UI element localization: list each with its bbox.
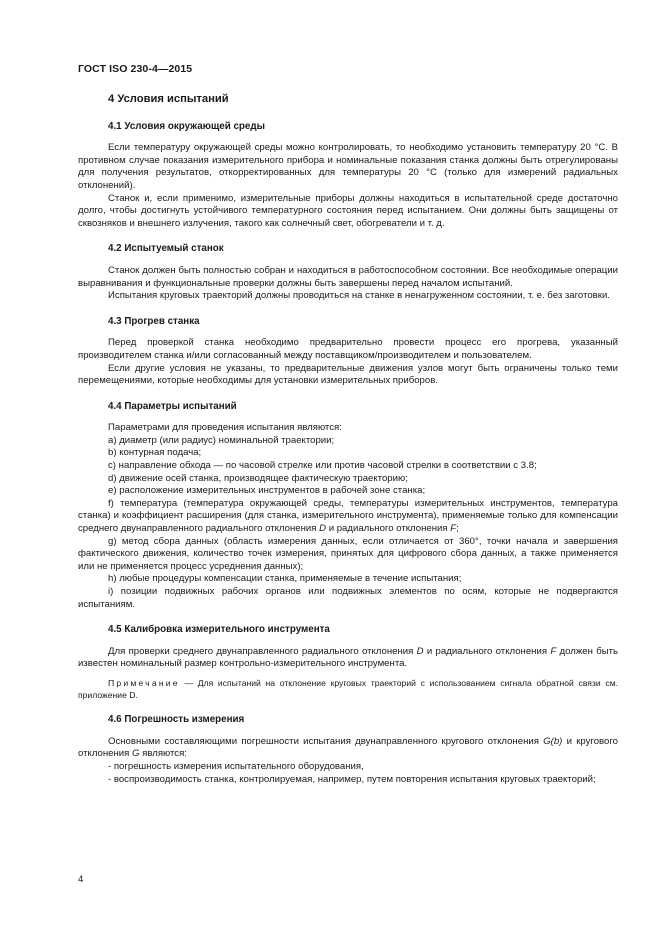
subsection-title: 4.6 Погрешность измерения <box>108 714 245 726</box>
paragraph: Перед проверкой станка необходимо предварительно провести процесс его прогрева, указанный производителем станка и/или согласованный между поставщиком/производителем и пользователем. <box>78 337 618 361</box>
paragraph-text: и радиального отклонения <box>423 645 551 657</box>
symbol-d: D <box>416 645 424 657</box>
list-text: и радиального отклонения <box>326 523 451 535</box>
paragraph: Станок должен быть полностью собран и находиться в работоспособном состоянии. Все необходимые операции выравнивания и функциональные проверки должны быть завершены перед началом испытаний. <box>78 264 618 289</box>
subsection-title: 4.4 Параметры испытаний <box>108 400 237 412</box>
paragraph <box>78 736 618 761</box>
section-4-5 <box>78 624 618 701</box>
page-number: 4 <box>78 874 84 885</box>
section-4-3 <box>78 316 618 388</box>
subsection-title: 4.5 Калибровка измерительного инструмента <box>108 624 330 636</box>
list-item: a) диаметр (или радиус) номинальной траектории; <box>108 434 335 446</box>
section-4-1 <box>78 121 618 231</box>
list-item: d) движение осей станка, производящее фактическую траекторию; <box>108 472 408 484</box>
symbol-g: G <box>132 748 140 760</box>
paragraph: Станок и, если применимо, измерительные приборы должны находиться в испытательной среде достаточно долго, чтобы достигнуть устойчивого температурного состояния перед испытанием. Они должны быть защищены от сквозняков и внешнего излучения, такого как солнечный свет, обогреватели и т. д. <box>78 192 618 229</box>
section-title: 4 Условия испытаний <box>108 93 229 105</box>
document-body <box>78 93 618 799</box>
note-label: Примечание <box>108 677 180 688</box>
section-4-4 <box>78 401 618 612</box>
list-item: i) позиции подвижных рабочих органов или подвижных элементов по осям, которые не подвергаются испытаниям. <box>78 586 618 610</box>
section-4-6 <box>78 714 618 786</box>
section-4-2 <box>78 243 618 302</box>
paragraph: Параметрами для проведения испытания являются: <box>108 422 342 434</box>
note <box>78 678 618 701</box>
list-text: f) температура (температура окружающей среды, температуры измерительных инструментов, температура станка) и коэффициент расширения (для станка, измерительного инструмента), применяемые только для компенсации среднего двунаправленного радиального отклонения <box>78 497 618 535</box>
subsection-title: 4.2 Испытуемый станок <box>108 243 224 255</box>
paragraph: Если температуру окружающей среды можно контролировать, то необходимо установить температуру 20 °С. В противном случае показания измерительного прибора и номинальные показания станка должны быть отрегулированы для получения результатов, откорректированных для температуры 20 °С (только для измерений радиальных отклонений). <box>78 142 618 191</box>
list-item: c) направление обхода — по часовой стрелке или против часовой стрелки в соответствии с 3.8; <box>108 460 537 472</box>
paragraph: Если другие условия не указаны, то предварительные движения узлов могут быть ограничены только теми перемещениями, которые необходимы для установки измерительных приборов. <box>78 362 618 387</box>
symbol-f: F <box>450 523 457 535</box>
list-item: - погрешность измерения испытательного оборудования, <box>108 760 364 772</box>
list-item: g) метод сбора данных (область измерения данных, если отличается от 360°, точки начала и завершения фактического движения, количество точек измерения, принятых для цифрового сбора данных, а также применяется или не применяется процесс усреднения данных); <box>78 535 618 572</box>
paragraph: Испытания круговых траекторий должны проводиться на станке в ненагруженном состоянии, т. е. без заготовки. <box>108 290 610 302</box>
symbol-f: F <box>550 645 557 657</box>
paragraph-text: должен быть известен номинальный размер контрольно-измерительного инструмента. <box>78 645 618 670</box>
paragraph <box>78 646 618 671</box>
list-item: b) контурная подача; <box>108 447 202 459</box>
note-text: — Для испытаний на отклонение круговых траекторий с использованием сигнала обратной связи см. приложение D. <box>78 677 618 700</box>
paragraph-text: Основными составляющими погрешности испытания двунаправленного кругового отклонения <box>108 735 544 747</box>
list-text: ; <box>456 523 459 535</box>
list-item: e) расположение измерительных инструментов в рабочей зоне станка; <box>108 485 426 497</box>
subsection-title: 4.3 Прогрев станка <box>108 315 200 327</box>
symbol-gb: G(b) <box>543 735 563 747</box>
paragraph-text: и кругового отклонения <box>78 735 618 760</box>
list-item: h) любые процедуры компенсации станка, применяемые в течение испытания; <box>108 573 462 585</box>
list-item: - воспроизводимость станка, контролируемая, например, путем повторения испытания круговых траекторий; <box>108 773 596 785</box>
list-item <box>78 498 618 536</box>
paragraph-text: Для проверки среднего двунаправленного радиального отклонения <box>108 645 417 657</box>
symbol-d: D <box>319 523 327 535</box>
subsection-title: 4.1 Условия окружающей среды <box>108 120 265 132</box>
paragraph-text: являются: <box>139 748 187 760</box>
document-header: ГОСТ ISO 230-4—2015 <box>78 63 193 75</box>
